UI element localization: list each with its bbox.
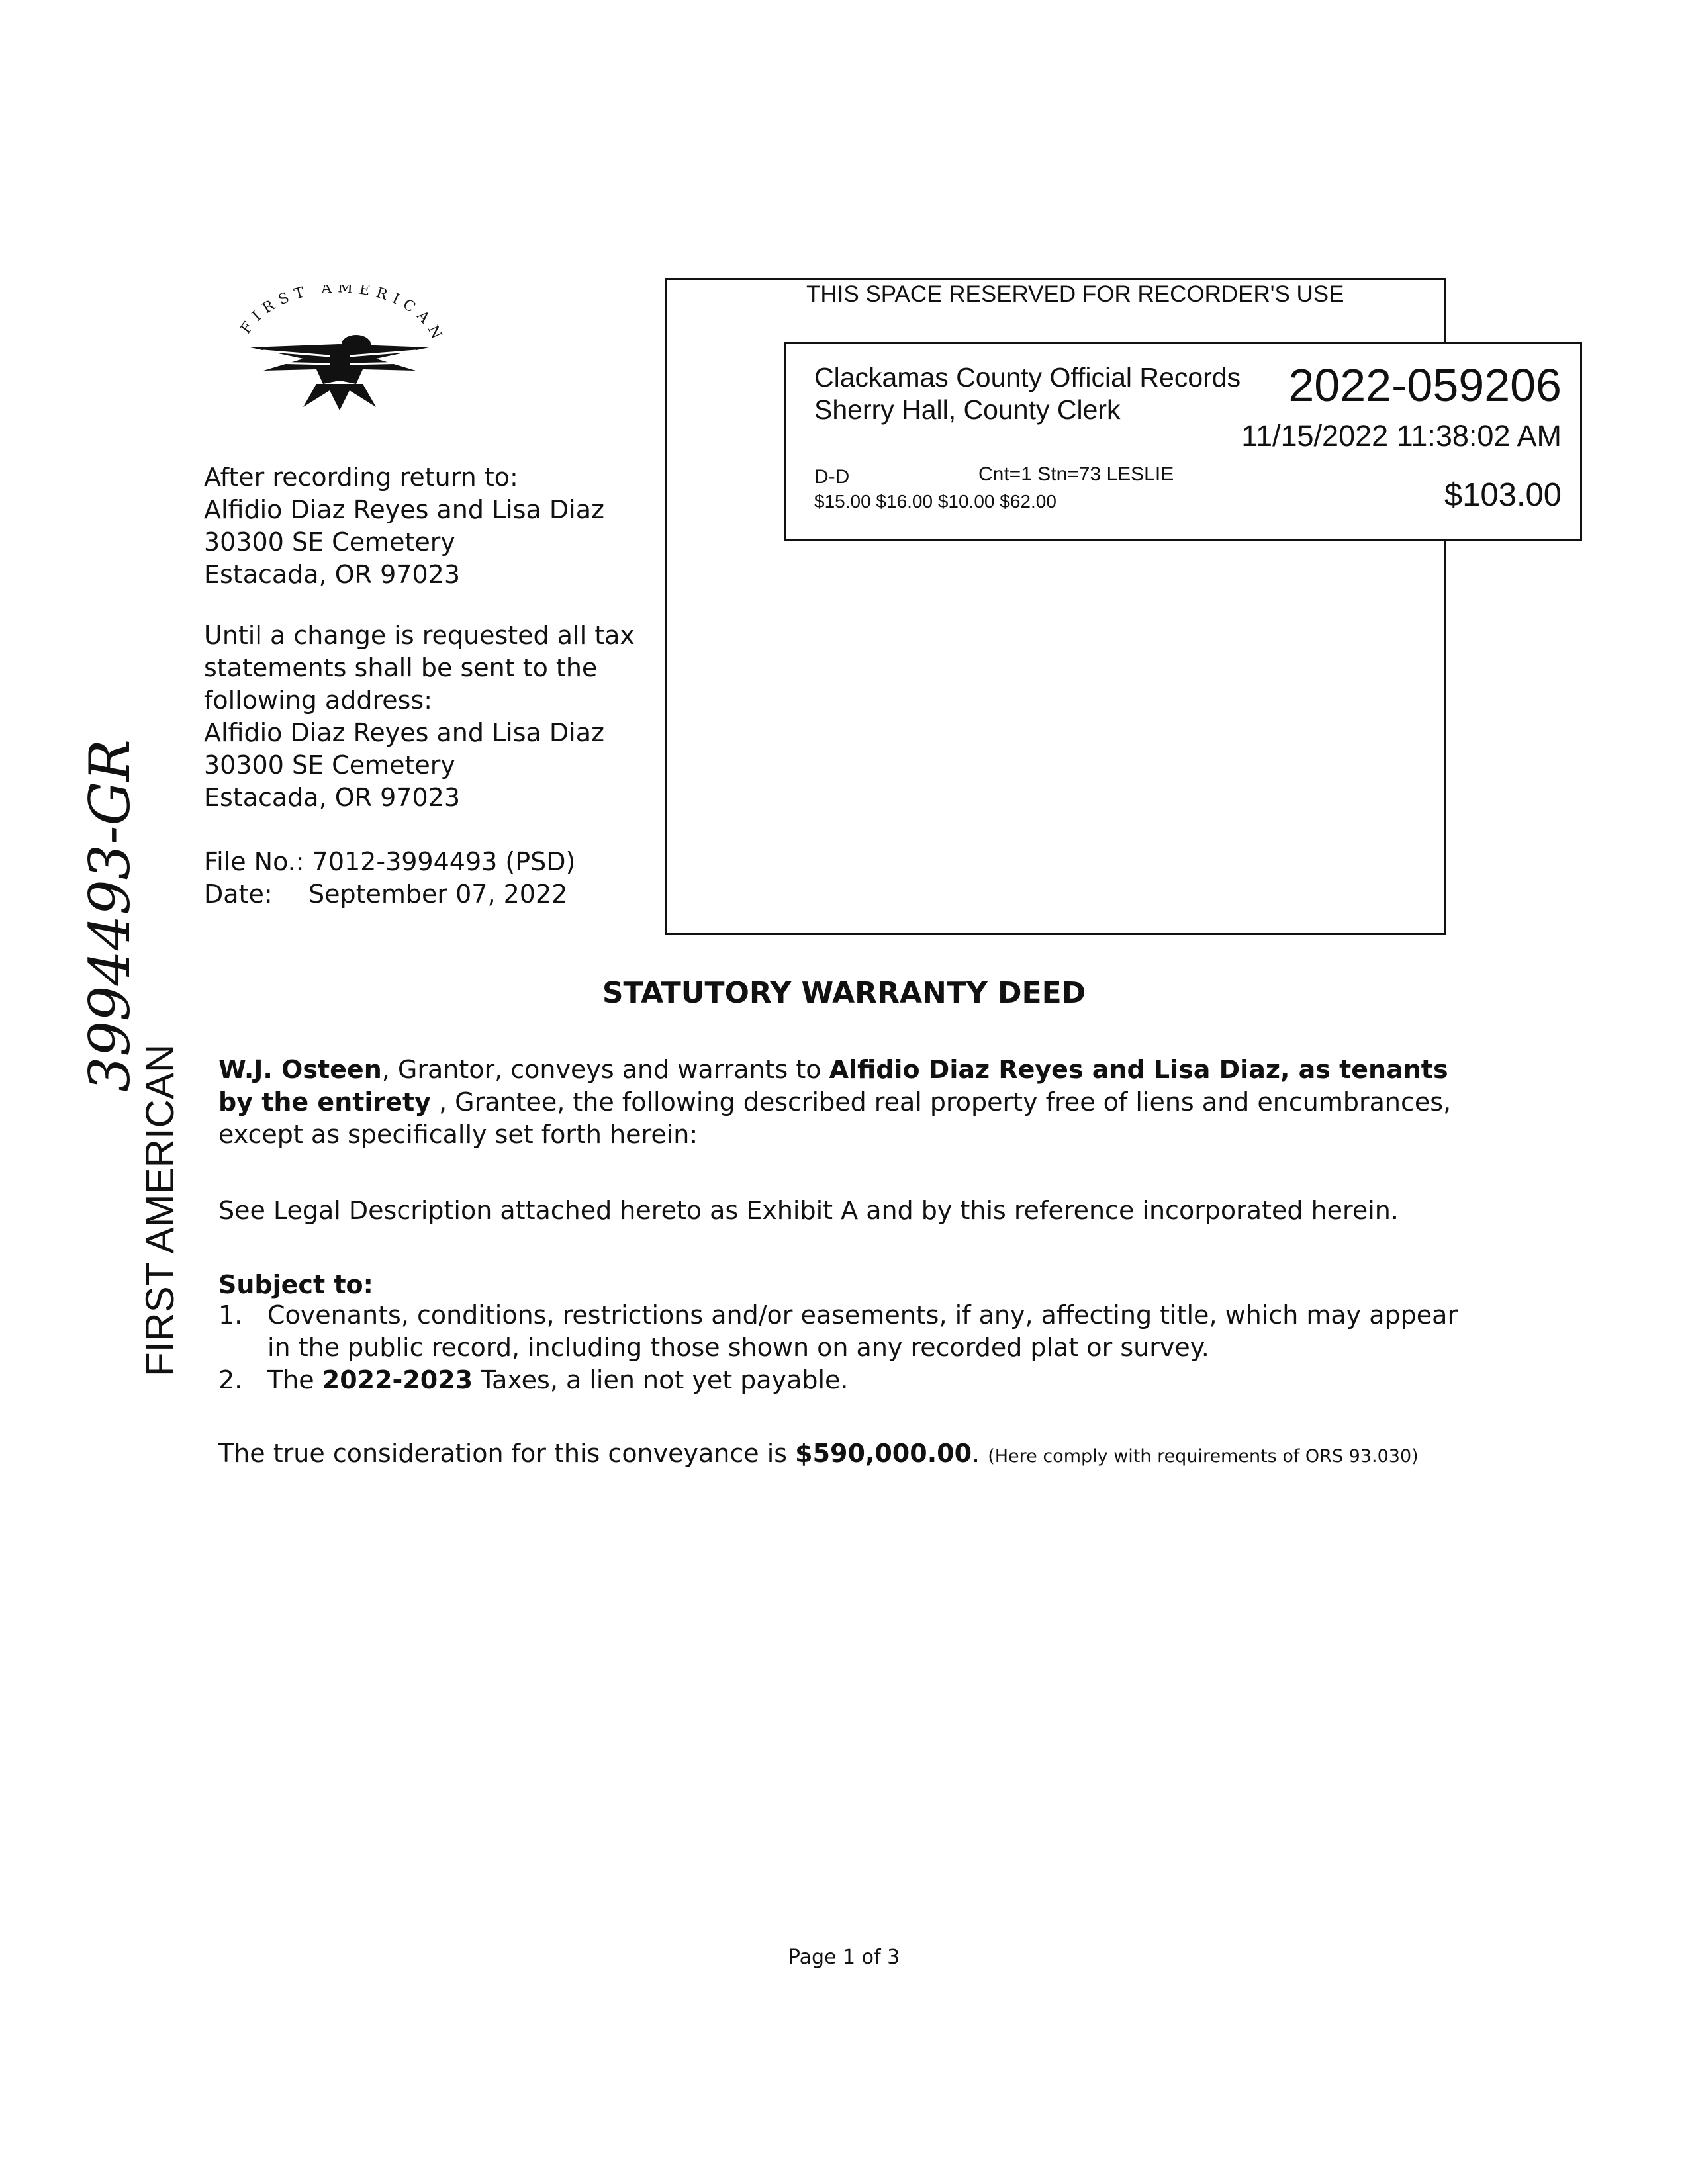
tax-street: 30300 SE Cemetery [204,751,455,780]
tax-line-3: following address: [204,686,433,715]
recording-count: Cnt=1 Stn=73 LESLIE [978,463,1174,485]
recording-office-line-2: Sherry Hall, County Clerk [814,394,1121,425]
file-label: File No.: [204,847,305,876]
recording-fees: $15.00 $16.00 $10.00 $62.00 [814,491,1056,512]
return-to-name: Alfidio Diaz Reyes and Lisa Diaz [204,495,604,524]
recording-stamp [784,342,1582,541]
return-to-street: 30300 SE Cemetery [204,527,455,557]
recording-office [814,361,1241,426]
file-info [204,846,575,911]
return-to-block [204,461,604,591]
tax-line-1: Until a change is requested all tax [204,621,635,650]
consideration-amount: $590,000.00 [795,1439,972,1468]
conveyance-paragraph [218,1054,1463,1151]
grantor-name: W.J. Osteen [218,1055,382,1084]
tax-years: 2022-2023 [322,1365,473,1394]
date-value: September 07, 2022 [308,880,568,909]
conveyance-text-b: , Grantee, the following described real property free of liens and encumbrances, except as specifically set forth herein: [218,1087,1452,1149]
vertical-file-stamp [60,721,199,1383]
vertical-printed-text: FIRST AMERICAN [138,1044,182,1377]
recording-datetime: 11/15/2022 11:38:02 AM [1241,419,1562,453]
date-row [204,878,575,911]
list-item [218,1364,1463,1396]
logo-text: FIRST AMERICAN [238,285,447,347]
vertical-handwritten-text: 3994493-GR [77,739,142,1092]
tax-line-2: statements shall be sent to the [204,653,598,682]
consideration-period: . [972,1439,988,1468]
recording-number: 2022-059206 [1288,359,1562,411]
tax-statements-block [204,619,635,814]
date-label: Date: [204,880,273,909]
tax-name: Alfidio Diaz Reyes and Lisa Diaz [204,718,604,747]
consideration-paragraph [218,1437,1463,1473]
list-item [218,1299,1463,1364]
consideration-note: (Here comply with requirements of ORS 93.030) [988,1446,1419,1467]
list-item-text-a: Covenants, conditions, restrictions and/or easements, if any, affecting title, which may appear in the public record, including those shown on any recorded plat or survey. [267,1300,1458,1362]
recorder-label: THIS SPACE RESERVED FOR RECORDER'S USE [806,281,1344,307]
legal-description: See Legal Description attached hereto as Exhibit A and by this reference incorporated herein. [218,1196,1399,1225]
page-number: Page 1 of 3 [788,1946,900,1969]
list-item-text [267,1364,849,1396]
list-item-text [267,1299,1463,1364]
tax-city: Estacada, OR 97023 [204,783,461,812]
recording-total: $103.00 [1444,477,1562,513]
file-row [204,846,575,878]
list-item-text-a: The [267,1365,322,1394]
eagle-icon [224,285,455,424]
conveyance-text-a: , Grantor, conveys and warrants to [381,1055,829,1084]
return-to-heading: After recording return to: [204,463,518,492]
file-number: 7012-3994493 (PSD) [312,847,576,876]
list-item-number: 1. [218,1300,243,1330]
recording-code: D-D [814,466,850,488]
subject-to-heading: Subject to: [218,1270,373,1299]
return-to-city: Estacada, OR 97023 [204,560,461,589]
grantee-name: Alfidio Diaz Reyes and Lisa Diaz, as tenants by the entirety [218,1055,1448,1116]
list-item-text-b: Taxes, a lien not yet payable. [473,1365,849,1394]
subject-to-list [218,1299,1463,1396]
first-american-logo [224,285,455,424]
svg-text:FIRST AMERICAN [238,285,447,347]
recording-office-line-1: Clackamas County Official Records [814,362,1241,392]
list-item-number: 2. [218,1365,243,1394]
consideration-text: The true consideration for this conveyance is [218,1439,796,1468]
deed-title: STATUTORY WARRANTY DEED [602,976,1086,1010]
